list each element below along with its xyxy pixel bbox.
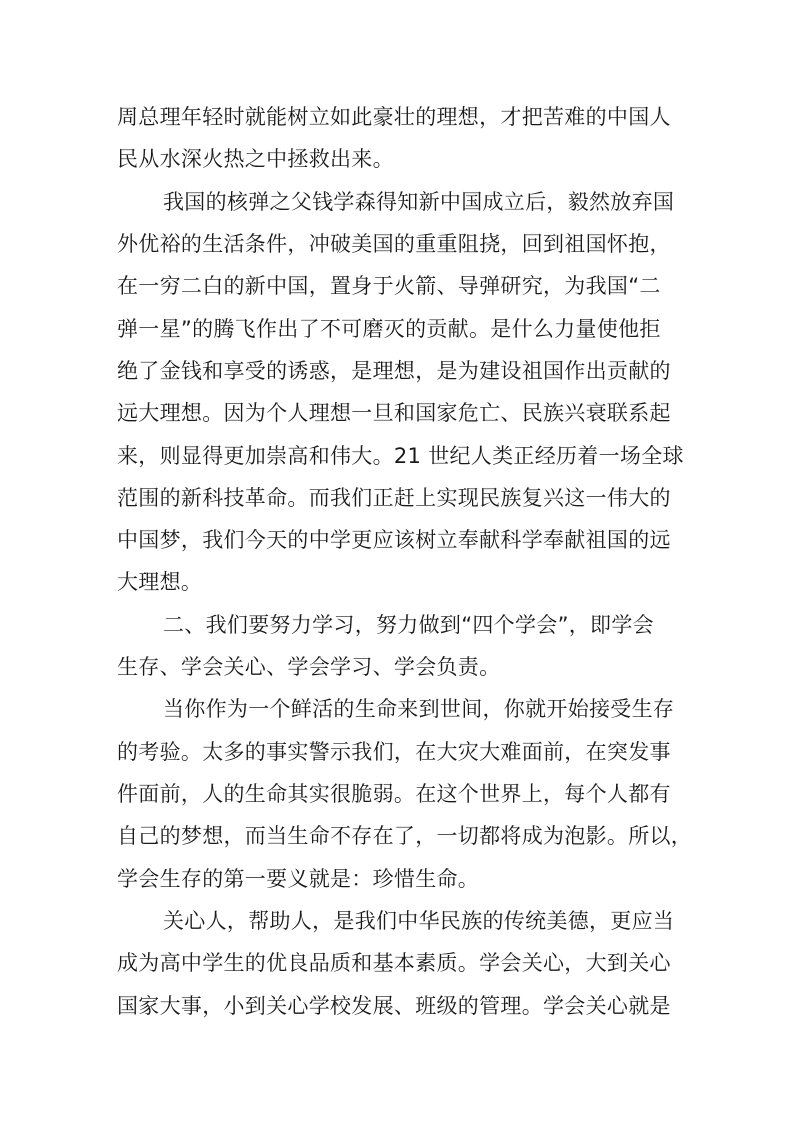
- text-line: 生存、学会关心、学会学习、学会负责。: [117, 655, 501, 679]
- section-heading: 二、我们要努力学习，努力做到“四个学会”，即学会: [163, 613, 654, 637]
- paragraph-first-line: 当你作为一个鲜活的生命来到世间，你就开始接受生存: [163, 697, 675, 721]
- text-line: 自己的梦想，而当生命不存在了，一切都将成为泡影。所以，: [117, 824, 693, 848]
- text-line: 远大理想。因为个人理想一旦和国家危亡、民族兴衰联系起: [117, 401, 671, 425]
- text-line: 范围的新科技革命。而我们正赶上实现民族复兴这一伟大的: [117, 486, 671, 510]
- text-line: 弹一星”的腾飞作出了不可磨灭的贡献。是什么力量使他拒: [117, 317, 661, 341]
- text-line: 国家大事，小到关心学校发展、班级的管理。学会关心就是: [117, 994, 671, 1018]
- text-line: 外优裕的生活条件，冲破美国的重重阻挠，回到祖国怀抱，: [117, 232, 671, 256]
- text-line: 件面前，人的生命其实很脆弱。在这个世界上，每个人都有: [117, 782, 671, 806]
- text-line: 绝了金钱和享受的诱惑，是理想，是为建设祖国作出贡献的: [117, 359, 671, 383]
- text-line: 学会生存的第一要义就是：珍惜生命。: [117, 867, 480, 891]
- text-line: 中国梦，我们今天的中学更应该树立奉献科学奉献祖国的远: [117, 528, 671, 552]
- text-line: 大理想。: [117, 570, 203, 594]
- text-line: 周总理年轻时就能树立如此豪壮的理想，才把苦难的中国人: [117, 105, 671, 129]
- text-line: 的考验。太多的事实警示我们，在大灾大难面前，在突发事: [117, 740, 671, 764]
- text-line: 在一穷二白的新中国，置身于火箭、导弹研究，为我国“二: [117, 274, 661, 298]
- paragraph-first-line: 我国的核弹之父钱学森得知新中国成立后，毅然放弃国: [163, 190, 675, 214]
- text-line: 民从水深火热之中拯救出来。: [117, 147, 394, 171]
- text-line: 成为高中学生的优良品质和基本素质。学会关心，大到关心: [117, 951, 671, 975]
- paragraph-first-line: 关心人，帮助人，是我们中华民族的传统美德，更应当: [163, 909, 675, 933]
- text-line: 来，则显得更加崇高和伟大。21 世纪人类正经历着一场全球: [117, 444, 684, 468]
